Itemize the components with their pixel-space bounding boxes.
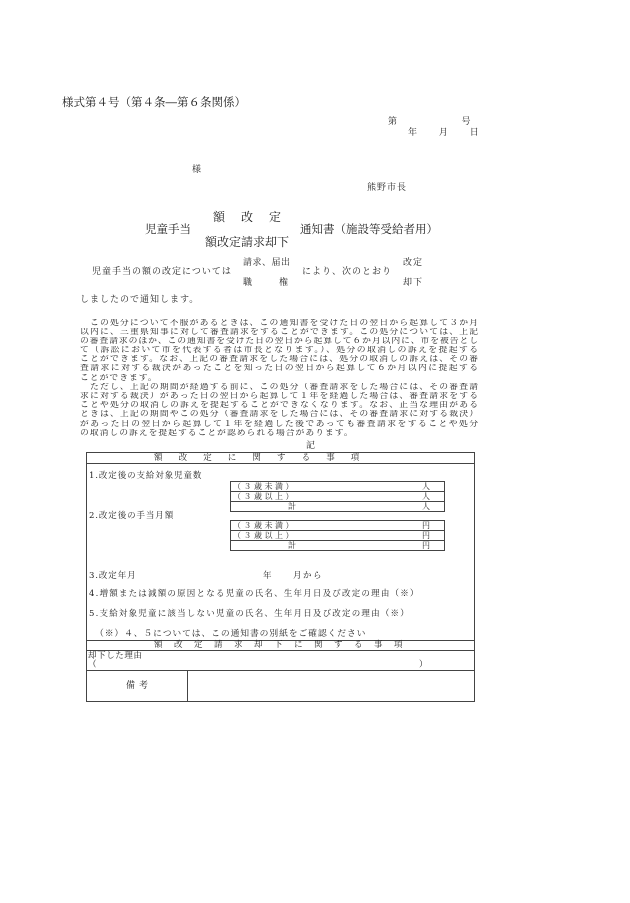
notice-line: の審査請求のほか、この通知書を受けた日の翌日から起算して６か月以内に、市を被告とし [80, 336, 478, 346]
title-option-revision: 額 改 定 [213, 210, 284, 224]
row-unit: 人 [422, 482, 430, 491]
revision-section-header: 額 改 定 に 関 す る 事 項 [154, 452, 364, 463]
table-row [230, 540, 445, 551]
table-divider [86, 463, 475, 464]
document-number-field: 第 号 [388, 116, 473, 127]
row-label: （３歳未満） [233, 482, 296, 491]
sender-name: 熊野市長 [367, 182, 408, 193]
reason-open-paren: （ [88, 659, 97, 670]
increase-decrease-reason-label: 4.増額または減額の原因となる児童の氏名、生年月日及び改定の理由（※） [89, 588, 420, 599]
table-row [230, 481, 445, 491]
appeal-notice-paragraph [80, 319, 478, 438]
row-unit: 円 [422, 541, 430, 550]
row-unit: 円 [422, 521, 430, 530]
table-row [230, 491, 445, 501]
table-divider [86, 670, 475, 671]
table-divider [86, 650, 475, 651]
row-label: （３歳以上） [233, 531, 296, 540]
table-row [230, 520, 445, 530]
row-label: 計 [288, 502, 296, 511]
title-suffix: 通知書（施設等受給者用） [300, 222, 438, 236]
notice-line: ことや処分の取消しの訴えを提起することができなくなります。なお、正当な理由がある [80, 401, 478, 411]
title-option-rejection: 額改定請求却下 [205, 235, 290, 249]
rejection-reason-label: 却下した理由 [88, 651, 143, 661]
notice-line: ときは、上記の期間やこの処分（審査請求をした場合には、その審査請求に対する裁決） [80, 410, 478, 420]
children-count-table [230, 481, 445, 512]
notice-line: の取消しの訴えを提起することが認められる場合があります。 [80, 428, 354, 438]
notice-line: ことができます。 [80, 373, 158, 383]
notice-line: 以内に、三重県知事に対して審査請求をすることができます。この処分については、上記 [80, 327, 478, 337]
intro-closing-text: しましたので通知します。 [80, 294, 200, 305]
notice-line: 求に対する裁決）があった日の翌日から起算して１年を経過した場合は、審査請求をする [80, 392, 478, 401]
attachment-note: （※）４、５については、この通知書の別紙をご確認ください [95, 628, 367, 639]
ki-marker: 記 [306, 440, 316, 451]
row-label: 計 [288, 541, 296, 550]
row-unit: 人 [422, 502, 430, 511]
intro-lead-text: 児童手当の額の改定については [92, 266, 232, 277]
basis-option-ex-officio: 職 権 [243, 277, 292, 288]
revision-month-value: 年 月から [263, 570, 324, 581]
action-option-revise: 改定 [403, 258, 424, 268]
monthly-amount-label: 2.改定後の手当月額 [89, 510, 175, 521]
title-prefix: 児童手当 [145, 222, 191, 236]
notice-line: 査請求に対する裁決があったことを知った日の翌日から起算して６か月以内に提起する [80, 364, 478, 374]
row-unit: 円 [422, 531, 430, 540]
notice-line: ことができます。なお、上記の審査請求をした場合には、処分の取消しの訴えは、その審 [80, 355, 478, 365]
rejection-section-header: 額 改 定 請 求 却 下 に 関 す る 事 項 [154, 640, 405, 650]
notice-line: て（訴訟において市を代表する者は市長となります。）、処分の取消しの訴えを提起する [80, 346, 478, 356]
revision-month-label: 3.改定年月 [89, 570, 137, 581]
basis-option-request: 請求、届出 [243, 258, 291, 268]
notice-line: があった日の翌日から起算して１年を経過した後であっても審査請求をすることや処分 [80, 419, 478, 429]
issue-date-field: 年 月 日 [408, 127, 481, 138]
ineligible-children-label: 5.支給対象児童に該当しない児童の氏名、生年月日及び改定の理由（※） [89, 608, 410, 619]
notice-line: この処分について不服があるときは、この通知書を受けた日の翌日から起算して３か月 [80, 318, 478, 328]
form-number: 様式第４号（第４条―第６条関係） [62, 95, 246, 109]
row-label: （３歳未満） [233, 521, 296, 530]
table-row [230, 501, 445, 512]
row-unit: 人 [422, 492, 430, 501]
remarks-column-divider [187, 670, 188, 702]
notice-line: ただし、上記の期間が経過する前に、この処分（審査請求をした場合には、その審査請 [80, 382, 478, 392]
row-label: （３歳以上） [233, 492, 296, 501]
remarks-label: 備考 [126, 680, 153, 691]
children-count-label: 1.改定後の支給対象児童数 [89, 470, 203, 481]
monthly-amount-table [230, 520, 445, 551]
intro-middle-text: により、次のとおり [302, 266, 393, 277]
table-row [230, 530, 445, 540]
addressee-honorific: 様 [192, 164, 202, 175]
reason-close-paren: ） [419, 659, 428, 670]
action-option-reject: 却下 [403, 277, 424, 288]
